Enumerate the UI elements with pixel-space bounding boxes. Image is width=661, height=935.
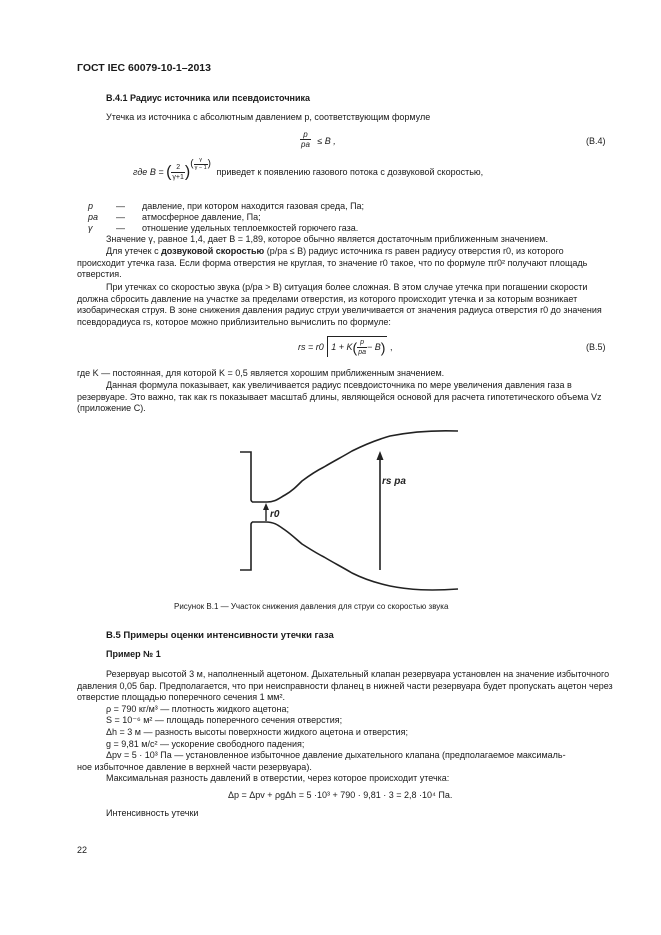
subsonic-bold: дозвуковой скоростью [161, 246, 265, 256]
where-frac-den: γ+1 [172, 174, 184, 181]
r0-arrow-head [263, 503, 269, 510]
equation-b5: rs = r0 1 + K( $\frac{p}{pa}$ − B) , [298, 336, 392, 357]
definition-line: Δpv = 5 · 10³ Па — установленное избыточное давление дыхательного клапана (предполагаемое максималь- [106, 750, 566, 760]
paragraph-formula-note: Данная формула показывает, как увеличивается радиус псевдоисточника по мере увеличения давления газа в резервуаре. Это важно, так как rs показывает масштаб длины, являющейся основой для расчета гипотетического объема Vz (приложение C). [77, 380, 602, 414]
subsonic-rest: (p/pa ≤ B) радиус источника rs равен радиусу отверстия r0, из которого происходит утечка газа. Если форма отверстия не круглая, то значение r0 такое, что по формуле πr0² получают площадь отверстия. [77, 246, 588, 280]
where-frac-num: 2 [171, 163, 184, 173]
paragraph-max-diff: Максимальная разность давлений в отверстии, через которое происходит утечка: [106, 773, 450, 783]
eq5-frac-den: pa [358, 349, 367, 356]
eq5-tail: − B [367, 341, 381, 352]
jet-lower-boundary [252, 522, 458, 590]
var-symbol: pa [88, 212, 99, 222]
section-heading-b41: B.4.1 Радиус источника или псевдоисточника [106, 93, 311, 103]
eq5-inner: 1 + K [331, 341, 353, 352]
paragraph-tank: Резервуар высотой 3 м, наполненный ацетоном. Дыхательный клапан резервуара установлен на значение избыточного давления 0,05 бар. Предполагается, что при неисправности фланец в нижней части резервуара будет пропускать ацетон через отверстие площадью поперечного сечения 1 мм². [77, 669, 613, 703]
var-dash: — [116, 212, 125, 222]
intro-text: Утечка из источника с абсолютным давлением p, соответствующим формуле [106, 112, 431, 122]
orifice-upper-wall [240, 452, 252, 502]
var-description: давление, при котором находится газовая среда, Па; [142, 201, 365, 211]
eq4-relation: ≤ B , [317, 135, 336, 146]
figure-jet-diagram [230, 425, 470, 595]
paragraph-sonic: При утечках со скоростью звука (p/pa > B) ситуация более сложная. В этом случае утечка при погашении скорости должна сбросить давление на участке за пределами отверстия, из которого происходит утечка и за которым возникает изобарическая струя. В зоне снижения давления радиус струи увеличивается от значения радиуса отверстия r0 до значения псевдорадиуса rs, которое можно приблизительно вычислить по формуле: [77, 282, 602, 328]
eq4-denominator: pa [301, 140, 310, 149]
subsonic-lead: Для утечек с [106, 246, 162, 256]
var-dash: — [116, 223, 125, 233]
equation-b4 [300, 130, 336, 149]
jet-upper-boundary [252, 431, 458, 502]
where-lead: где B = [133, 166, 164, 177]
paragraph-gamma: Значение γ, равное 1,4, дает B = 1,89, которое обычно является достаточным приближенным значением. [106, 234, 548, 244]
definition-continuation: ное избыточное давление в верхней части резервуара). [77, 762, 312, 772]
page-number: 22 [77, 845, 88, 855]
document-header: ГОСТ IEC 60079-10-1–2013 [77, 62, 211, 74]
section-heading-b5: B.5 Примеры оценки интенсивности утечки газа [106, 630, 334, 641]
paragraph-intensity: Интенсивность утечки [106, 808, 199, 818]
definition-line: ρ = 790 кг/м³ — плотность жидкого ацетона; [106, 704, 289, 714]
label-r0: r0 [270, 509, 280, 520]
label-rs-pa: rs pa [382, 476, 406, 487]
var-symbol: γ [88, 223, 93, 233]
var-symbol: p [88, 201, 94, 211]
equation-label-b5: (B.5) [586, 342, 606, 352]
definition-line: g = 9,81 м/с² — ускорение свободного падения; [106, 739, 305, 749]
rs-arrow-head [377, 451, 384, 460]
eq5-lhs: rs = r0 [298, 341, 324, 352]
definition-line: S = 10⁻⁶ м² — площадь поперечного сечения отверстия; [106, 715, 343, 725]
where-tail: приведет к появлению газового потока с дозвуковой скоростью, [216, 166, 484, 177]
var-dash: — [116, 201, 125, 211]
orifice-lower-wall [240, 522, 252, 570]
equation-label-b4: (B.4) [586, 136, 606, 146]
var-description: атмосферное давление, Па; [142, 212, 261, 222]
example-title: Пример № 1 [106, 649, 161, 659]
eq4-numerator: p [300, 130, 311, 140]
var-description: отношение удельных теплоемкостей горючего газа. [142, 223, 359, 233]
where-b-formula: где B = ( $\frac{2}{\gamma+1}$ )( $\frac{\gamma}{\gamma - 1}$ ) приведет к появлению газового потока с дозвуковой скоростью, [133, 157, 484, 181]
paragraph-k-constant: где K — постоянная, для которой K = 0,5 является хорошим приближенным значением. [77, 368, 445, 378]
paragraph-subsonic [77, 246, 613, 281]
where-exp-den: γ − 1 [194, 164, 207, 171]
equation-delta-p: Δp = Δpv + ρgΔh = 5 ·10³ + 790 · 9,81 · 3 = 2,8 ·10⁴ Па. [228, 790, 453, 800]
where-exp-num: γ [194, 157, 208, 165]
eq5-frac-num: p [357, 338, 367, 348]
figure-caption: Рисунок B.1 — Участок снижения давления для струи со скоростью звука [174, 602, 449, 611]
definition-line: Δh = 3 м — разность высоты поверхности жидкого ацетона и отверстия; [106, 727, 409, 737]
